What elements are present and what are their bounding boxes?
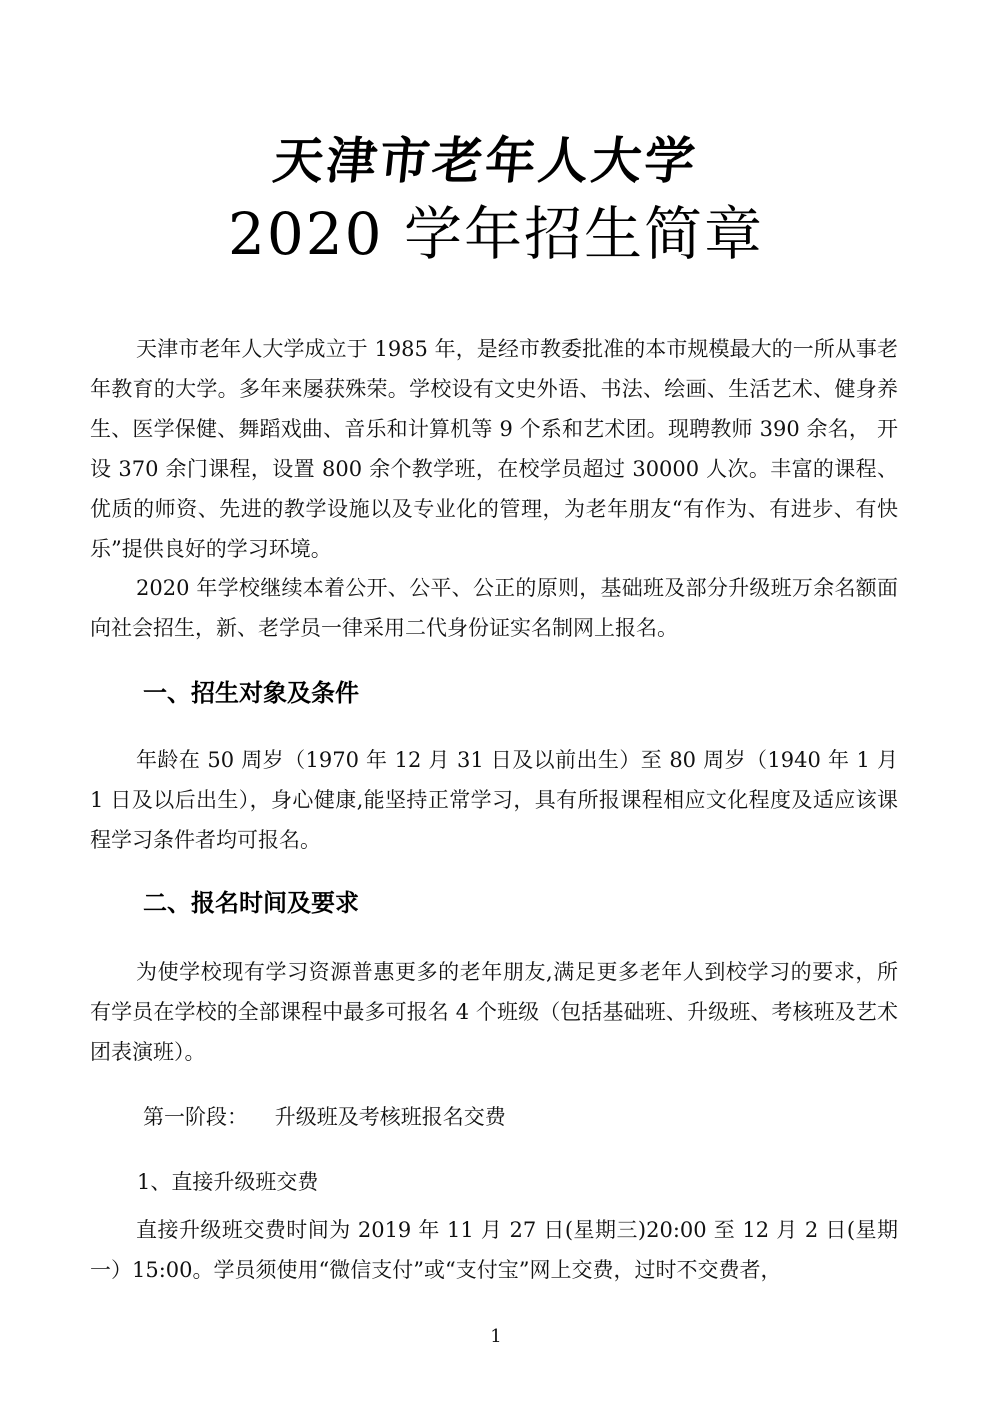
section-2-body: 为使学校现有学习资源普惠更多的老年朋友,满足更多老年人到校学习的要求，所有学员在学校的全部课程中最多可报名 4 个班级（包括基础班、升级班、考核班及艺术团表演班）。 bbox=[90, 960, 898, 1064]
page-title: 2020 学年招生简章 bbox=[227, 200, 765, 268]
stage-1-label: 第一阶段： 升级班及考核班报名交费 bbox=[143, 1105, 506, 1129]
section-2-heading: 二、报名时间及要求 bbox=[143, 889, 359, 917]
intro-paragraph-2: 2020 年学校继续本着公开、公平、公正的原则，基础班及部分升级班万余名额面向社会招生，新、老学员一律采用二代身份证实名制网上报名。 bbox=[90, 576, 898, 640]
page-number: 1 bbox=[490, 1326, 502, 1347]
section-1-body: 年龄在 50 周岁（1970 年 12 月 31 日及以前出生）至 80 周岁（1940 年 1 月 1 日及以后出生），身心健康,能坚持正常学习，具有所报课程相应文化程度及适应该课程学习条件者均可报名。 bbox=[90, 748, 898, 852]
school-logo-calligraphy: 天津市老年人大学 bbox=[270, 131, 701, 190]
item-1-body: 直接升级班交费时间为 2019 年 11 月 27 日(星期三)20:00 至 12 月 2 日(星期一）15:00。学员须使用“微信支付”或“支付宝”网上交费，过时不交费者， bbox=[90, 1218, 898, 1282]
section-1-heading: 一、招生对象及条件 bbox=[143, 679, 359, 707]
item-1-title: 1、直接升级班交费 bbox=[137, 1170, 319, 1194]
intro-paragraph-1: 天津市老年人大学成立于 1985 年，是经市教委批准的本市规模最大的一所从事老年教育的大学。多年来屡获殊荣。学校设有文史外语、书法、绘画、生活艺术、健身养生、医学保健、舞蹈戏曲、音乐和计算机等 9 个系和艺术团。现聘教师 390 余名， 开设 370 余门课程，设置 800 余个教学班，在校学员超过 30000 人次。丰富的课程、优质的师资、先进的教学设施以及专业化的管理，为老年朋友“有作为、有进步、有快乐”提供良好的学习环境。 bbox=[90, 337, 898, 561]
